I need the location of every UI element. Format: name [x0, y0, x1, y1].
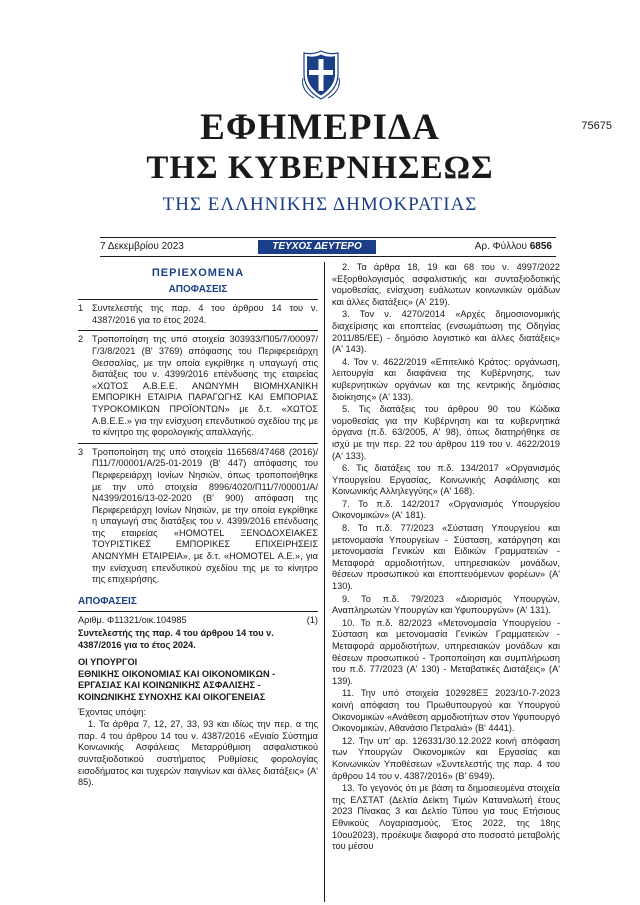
ministers-list: ΕΘΝΙΚΗΣ ΟΙΚΟΝΟΜΙΑΣ ΚΑΙ ΟΙΚΟΝΟΜΙΚΩΝ - ΕΡΓΑΣΙΑΣ ΚΑΙ ΚΟΙΝΩΝΙΚΗΣ ΑΣΦΑΛΙΣΗΣ - ΚΟΙΝΩΝΙΚΗΣ ΣΥΝΟΧΗΣ ΚΑΙ ΟΙΚΟΓΕΝΕΙΑΣ — [78, 668, 276, 702]
greek-coat-of-arms-icon — [300, 48, 342, 102]
sheet-number — [475, 241, 552, 252]
issue-bar — [100, 241, 556, 255]
paragraph: 11. Την υπό στοιχεία 102928ΕΞ 2023/10-7-2023 κοινή απόφαση του Πρωθυπουργού και Υπουργού Οικονομικών «Ανάθεση αρμοδιοτήτων στον Υφυπουργό Οικονομικών, Αθανάσιο Πετραλιά» (Β' 4441). — [332, 688, 560, 734]
right-column — [332, 262, 560, 854]
masthead-title: ΕΦΗΜΕΡΙΔΑ — [200, 107, 440, 148]
sheet-label: Αρ. Φύλλου — [474, 241, 527, 252]
contents-item-number: 3 — [78, 446, 84, 457]
decision-ref-number: (1) — [306, 615, 318, 626]
sheet-number-value: 6856 — [529, 241, 552, 252]
paragraph: 13. Το γεγονός ότι με βάση τα δημοσιευμένα στοιχεία της ΕΛΣΤΑΤ (Δελτία Δείκτη Τιμών Καταναλωτή έτους 2023 Πίνακας 3 και Δελτίο Τύπου για τους Ετήσιους Εθνικούς Λογαριασμούς, Έτος 2022, της 18ης 10ου2023), προέκυψε διαφορά στο ποσοστό μεταβολής του μέσου — [332, 783, 560, 852]
contents-subtitle: ΑΠΟΦΑΣΕΙΣ — [168, 283, 228, 295]
contents-item — [78, 447, 318, 586]
contents-item-text: Τροποποίηση της υπό στοιχεία 116568/47468 (2016)/Π11/7/00001/Α/25-01-2019 (Β' 447) απόφασης του Περιφερειάρχη Ιονίων Νησιών, όπως τροποποιήθηκε με την υπό στοιχεία 8996/4020/Π11/7/00001/Α/Ν4399/2016/13-02-2020 (Β' 900) απόφαση της Περιφερειάρχη Ιονίων Νησιών, με την οποία εγκρίθηκε η υπαγωγή στις διατάξεις του ν. 4399/2016 επένδυσης της εταιρείας «ΗΟΜΟΤΕL ΞΕΝΟΔΟΧΕΙΑΚΕΣ ΤΟΥΡΙΣΤΙΚΕΣ ΕΜΠΟΡΙΚΕΣ ΕΠΙΧΕΙΡΗΣΕΙΣ ΑΝΩΝΥΜΗ ΕΤΑΙΡΕΙΑ», με δ.τ. «ΗΟΜΟΤΕL Α.Ε.», για την ενίσχυση επενδυτικού σχεδίου της με το κίνητρο της επιχειρήσης. — [92, 446, 318, 585]
paragraph: 7. Το π.δ. 142/2017 «Οργανισμός Υπουργείου Οικονομικών» (Α' 181). — [332, 498, 560, 521]
page-number: 75675 — [581, 120, 612, 132]
contents-separator — [78, 330, 318, 331]
paragraph: 1. Τα άρθρα 7, 12, 27, 33, 93 και ιδίως την περ. α της παρ. 4 του άρθρου 14 του ν. 4387/2016 «Ενιαίο Σύστημα Κοινωνικής Ασφάλειας Μεταρρύθμιση ασφαλιστικού συνταξιοδοτικού συστήματος Ρυθμίσεις φορολογίας εισοδήματος και τυχερών παιγνίων και άλλες διατάξεις» (Α' 85). — [78, 719, 318, 788]
issue-series: ΤΕΥΧΟΣ ΔΕΥΤΕΡΟ — [258, 240, 376, 254]
paragraph: 9. Το π.δ. 79/2023 «Διορισμός Υπουργών, Αναπληρωτών Υπουργών και Υφυπουργών» (Α' 131). — [332, 593, 560, 616]
contents-item-text: Τροποποίηση της υπό στοιχεία 303933/Π05/7/00097/Γ/3/8/2021 (Β' 3769) απόφασης του Περιφερειάρχη Θεσσαλίας, με την οποία εγκρίθηκε η υπαγωγή στις διατάξεις του ν. 4399/2016 επένδυσης της εταιρείας «ΧΩΤΟΣ Α.Β.Ε.Ε. ΑΝΩΝΥΜΗ ΒΙΟΜΗΧΑΝΙΚΗ ΕΜΠΟΡΙΚΗ ΕΤΑΙΡΙΑ ΠΑΡΑΓΩΓΗΣ ΚΑΙ ΕΜΠΟΡΙΑΣ ΤΥΡΟΚΟΜΙΚΩΝ ΠΡΟΪΟΝΤΩΝ» με δ.τ. «ΧΩΤΟΣ Α.Β.Ε.Ε.» για την ενίσχυση επενδυτικού σχεδίου της με το κίνητρο της φορολογικής απαλλαγής. — [92, 334, 318, 438]
paragraph: 10. Το π.δ. 82/2023 «Μετονομασία Υπουργείου - Σύσταση και μετονομασία Γενικών Γραμματειών - Μεταφορά αρμοδιοτήτων, υπηρεσιακών μονάδων και θέσεων προσωπικού - Τροποποίηση και συμπλήρωση του π.δ. 77/2023 (Α' 130) - Μεταβατικές Διατάξεις» (Α' 139). — [332, 617, 560, 686]
issue-date: 7 Δεκεμβρίου 2023 — [100, 241, 184, 252]
contents-item-text: Συντελεστής της παρ. 4 του άρθρου 14 του ν. 4387/2016 για το έτος 2024. — [92, 303, 318, 325]
masthead-republic: ΤΗΣ ΕΛΛΗΝΙΚΗΣ ΔΗΜΟΚΡΑΤΙΑΣ — [162, 194, 478, 215]
paragraph: 12. Την υπ' αρ. 126331/30.12.2022 κοινή απόφαση των Υπουργών Οικονομικών και Εργασίας και Κοινωνικών Υποθέσεων «Συντελεστής της παρ. 4 του άρθρου 14 του ν. 4387/2016» (Β' 6949). — [332, 735, 560, 781]
paragraph: 3. Τον ν. 4270/2014 «Αρχές δημοσιονομικής διαχείρισης και εποπτείας (ενσωμάτωση της Οδηγίας 2011/85/ΕΕ) - δημόσιο λογιστικό και άλλες διατάξεις» (Α' 143). — [332, 309, 560, 355]
contents-item — [78, 334, 318, 438]
paragraph: 2. Τα άρθρα 18, 19 και 68 του ν. 4997/2022 «Εξορθολογισμός ασφαλιστικής και συνταξιοδοτικής νομοθεσίας, ενίσχυση ευάλωτων κοινωνικών ομάδων και άλλες διατάξεις» (Α' 219). — [332, 262, 560, 307]
decision-title: Συντελεστής της παρ. 4 του άρθρου 14 του ν. 4387/2016 για το έτος 2024. — [78, 628, 274, 650]
column-divider — [324, 262, 325, 902]
contents-separator — [78, 299, 318, 300]
paragraph: 4. Τον ν. 4622/2019 «Επιτελικό Κράτος: οργάνωση, λειτουργία και διαφάνεια της Κυβέρνησης, των κυβερνητικών οργάνων και της κεντρικής δημόσιας διοίκησης» (Α' 133). — [332, 356, 560, 402]
paragraph: 5. Τις διατάξεις του άρθρου 90 του Κώδικα νομοθεσίας για την Κυβέρνηση και τα κυβερνητικά όργανα (π.δ. 63/2005, Α' 98), όπως διατηρήθηκε σε ισχύ με την περ. 22 του άρθρου 119 του ν. 4622/2019 (Α' 133). — [332, 404, 560, 461]
having-regard: Έχοντας υπόψη: — [78, 706, 146, 717]
contents-item — [78, 303, 318, 326]
left-column — [78, 262, 318, 790]
decisions-separator — [78, 611, 318, 612]
contents-item-number: 2 — [78, 334, 84, 345]
paragraph: 8. Το π.δ. 77/2023 «Σύσταση Υπουργείου και μετονομασία Υπουργείων - Σύσταση, κατάργηση και μετονομασία Γενικών και Ειδικών Γραμματειών - Μεταφορά αρμοδιοτήτων, υπηρεσιακών μονάδων, θέσεων προσωπικού και εποπτευόμενων φορέων» (Α' 130). — [332, 523, 560, 592]
paragraph: 6. Τις διατάξεις του π.δ. 134/2017 «Οργανισμός Υπουργείου Εργασίας, Κοινωνικής Ασφάλισης και Κοινωνικής Αλληλεγγύης» (Α' 168). — [332, 463, 560, 497]
decisions-heading: ΑΠΟΦΑΣΕΙΣ — [78, 595, 137, 607]
top-rule — [100, 237, 556, 238]
bottom-rule — [100, 256, 556, 257]
contents-item-number: 1 — [78, 303, 84, 314]
contents-separator — [78, 443, 318, 444]
decision-ref: Αριθμ. Φ11321/οικ.104985 — [78, 615, 187, 626]
decision-reference — [78, 615, 318, 627]
masthead-subtitle: ΤΗΣ ΚΥΒΕΡΝΗΣΕΩΣ — [146, 150, 494, 186]
ministers-intro: ΟΙ ΥΠΟΥΡΓΟΙ — [78, 657, 138, 668]
contents-title: ΠΕΡΙΕΧΟΜΕΝΑ — [151, 267, 245, 279]
